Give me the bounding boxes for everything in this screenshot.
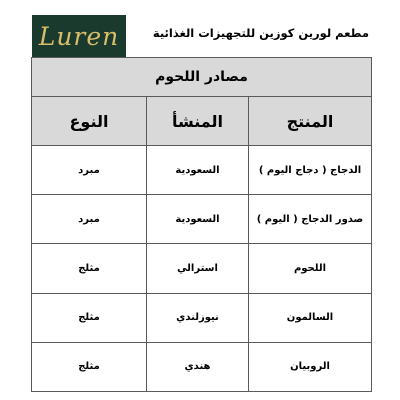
cell-origin: السعودية <box>147 195 249 244</box>
cell-origin: نيوزلندي <box>147 293 249 342</box>
column-header-origin: المنشأ <box>147 97 249 146</box>
cell-type: مثلج <box>32 244 147 293</box>
cell-origin: هندي <box>147 342 249 391</box>
table-row <box>32 146 372 195</box>
cell-product: السالمون <box>249 293 372 342</box>
table-row <box>32 293 372 342</box>
table-row <box>32 244 372 293</box>
cell-type: مبرد <box>32 195 147 244</box>
cell-product: الروبيان <box>249 342 372 391</box>
cell-origin: السعودية <box>147 146 249 195</box>
cell-type: مثلج <box>32 293 147 342</box>
cell-product: اللحوم <box>249 244 372 293</box>
table-row <box>32 342 372 391</box>
cell-type: مثلج <box>32 342 147 391</box>
cell-origin: استرالي <box>147 244 249 293</box>
cell-type: مبرد <box>32 146 147 195</box>
cell-product: صدور الدجاج ( اليوم ) <box>249 195 372 244</box>
table-row <box>32 195 372 244</box>
company-name: مطعم لورين كوزين للتجهيزات الغذائية <box>152 26 369 40</box>
meat-sources-table <box>31 57 372 392</box>
column-header-type: النوع <box>32 97 147 146</box>
brand-logo <box>32 15 126 57</box>
cell-product: الدجاج ( دجاج اليوم ) <box>249 146 372 195</box>
brand-logo-text: Luren <box>38 21 120 51</box>
table-title: مصادر اللحوم <box>32 58 372 97</box>
column-header-product: المنتج <box>249 97 372 146</box>
